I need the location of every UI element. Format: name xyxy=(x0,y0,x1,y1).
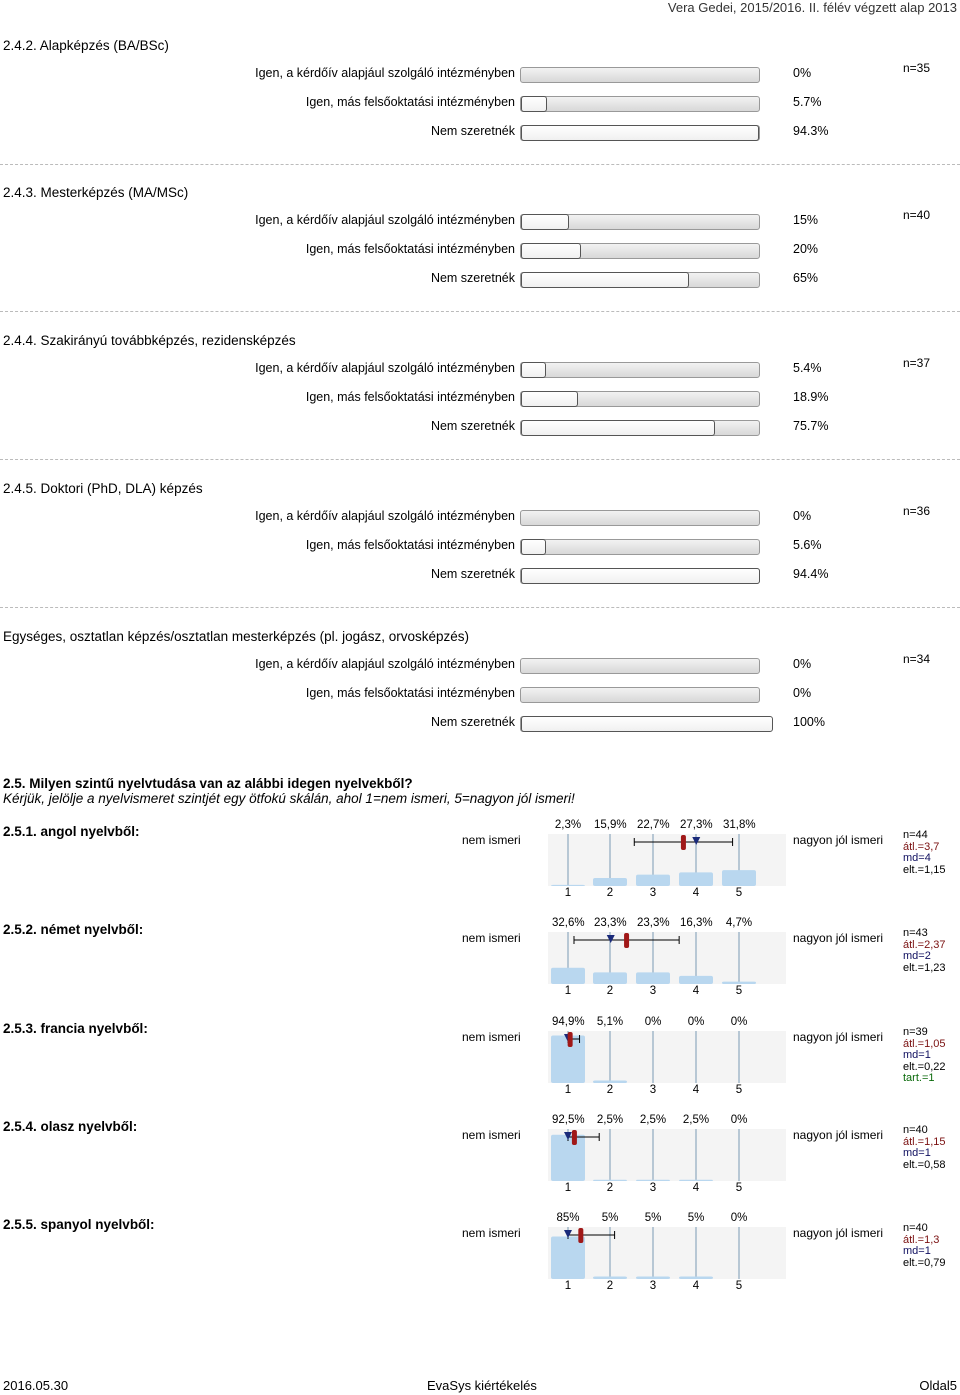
section-title: Egységes, osztatlan képzés/osztatlan mesterképzés (pl. jogász, orvosképzés) xyxy=(3,629,469,644)
option-label: Nem szeretnék xyxy=(430,271,515,285)
option-label: Igen, más felsőoktatási intézményben xyxy=(305,538,515,552)
scale-left-label: nem ismeri xyxy=(462,833,521,847)
percent-bar-fill xyxy=(521,420,715,436)
category-percent-label: 0% xyxy=(730,1212,748,1224)
scale-right-label: nagyon jól ismeri xyxy=(793,1226,884,1240)
tick-label: 3 xyxy=(649,1182,657,1194)
category-percent-label: 32,6% xyxy=(552,917,585,929)
histogram-title: 2.5.1. angol nyelvből: xyxy=(3,824,140,839)
section-n: n=40 xyxy=(903,208,931,222)
percent-bar xyxy=(520,539,760,555)
percent-label: 65% xyxy=(793,271,819,285)
stat-avg: átl.=1,3 xyxy=(903,1233,940,1246)
scale-left-label: nem ismeri xyxy=(462,1128,521,1142)
option-label: Igen, a kérdőív alapjául szolgáló intézményben xyxy=(255,657,515,671)
histogram-bar xyxy=(593,1277,627,1280)
histogram-bar xyxy=(551,968,585,984)
percent-bar xyxy=(520,272,760,288)
question-title: 2.5. Milyen szintű nyelvtudása van az alábbi idegen nyelvekből? xyxy=(3,776,413,791)
tick-label: 2 xyxy=(606,1084,614,1096)
page-header: Vera Gedei, 2015/2016. II. félév végzett alap 2013 xyxy=(667,0,957,15)
tick-label: 2 xyxy=(606,1280,614,1292)
tick-label: 1 xyxy=(564,1280,572,1292)
histogram-plot xyxy=(0,818,960,898)
section-n: n=35 xyxy=(903,61,931,75)
percent-bar xyxy=(520,687,760,703)
stat-n: n=43 xyxy=(903,927,928,939)
category-percent-label: 23,3% xyxy=(637,917,670,929)
histogram-bar xyxy=(679,976,713,984)
percent-label: 75.7% xyxy=(793,419,829,433)
percent-bar-fill xyxy=(521,96,547,112)
tick-label: 5 xyxy=(735,1084,743,1096)
histogram-bar xyxy=(593,972,627,984)
percent-bar xyxy=(520,420,760,436)
section-n: n=34 xyxy=(903,652,931,666)
category-percent-label: 0% xyxy=(644,1016,662,1028)
histogram-bar xyxy=(636,1277,670,1280)
tick-label: 5 xyxy=(735,1280,743,1292)
tick-label: 3 xyxy=(649,1084,657,1096)
scale-left-label: nem ismeri xyxy=(462,1226,521,1240)
histogram-bar xyxy=(722,870,756,886)
percent-label: 15% xyxy=(793,213,819,227)
tick-label: 1 xyxy=(564,985,572,997)
stat-n: n=39 xyxy=(903,1026,928,1038)
category-percent-label: 2,5% xyxy=(596,1114,624,1126)
histogram-bar xyxy=(679,1277,713,1280)
histogram-bar xyxy=(636,1180,670,1181)
category-percent-label: 27,3% xyxy=(680,819,713,831)
histogram-bar xyxy=(593,1180,627,1181)
percent-bar-fill xyxy=(521,125,759,141)
percent-bar-fill xyxy=(521,214,569,230)
category-percent-label: 15,9% xyxy=(594,819,627,831)
tick-label: 1 xyxy=(564,887,572,899)
percent-bar-fill xyxy=(521,362,546,378)
scale-right-label: nagyon jól ismeri xyxy=(793,833,884,847)
stat-avg: átl.=1,05 xyxy=(903,1037,946,1050)
option-label: Igen, más felsőoktatási intézményben xyxy=(305,95,515,109)
option-label: Igen, a kérdőív alapjául szolgáló intézményben xyxy=(255,509,515,523)
tick-label: 5 xyxy=(735,1182,743,1194)
percent-label: 5.4% xyxy=(793,361,822,375)
histogram-plot xyxy=(0,1015,960,1095)
histogram-bar xyxy=(593,1080,627,1083)
stat-tart: tart.=1 xyxy=(903,1072,935,1084)
stat-dev: elt.=0,79 xyxy=(903,1256,946,1269)
histogram-plot xyxy=(0,1113,960,1193)
percent-bar-fill xyxy=(521,243,581,259)
stat-avg: átl.=3,7 xyxy=(903,840,940,853)
stat-n: n=40 xyxy=(903,1222,928,1234)
histogram-bar xyxy=(679,1180,713,1181)
category-percent-label: 2,3% xyxy=(554,819,582,831)
option-label: Igen, más felsőoktatási intézményben xyxy=(305,390,515,404)
percent-label: 0% xyxy=(793,66,812,80)
histogram-bar xyxy=(636,972,670,984)
percent-bar xyxy=(520,568,760,584)
percent-bar xyxy=(520,716,760,732)
percent-bar xyxy=(520,391,760,407)
stat-md: md=4 xyxy=(903,852,931,864)
stat-md: md=1 xyxy=(903,1049,931,1061)
mean-marker xyxy=(572,1130,577,1145)
section-separator xyxy=(0,459,960,460)
section-n: n=36 xyxy=(903,504,931,518)
footer-date: 2016.05.30 xyxy=(3,1378,69,1393)
category-percent-label: 5,1% xyxy=(596,1016,624,1028)
section-separator xyxy=(0,311,960,312)
category-percent-label: 5% xyxy=(687,1212,705,1224)
category-percent-label: 5% xyxy=(601,1212,619,1224)
percent-bar xyxy=(520,658,760,674)
category-percent-label: 0% xyxy=(730,1016,748,1028)
option-label: Igen, más felsőoktatási intézményben xyxy=(305,242,515,256)
mean-marker xyxy=(568,1032,573,1047)
percent-bar xyxy=(520,243,760,259)
mean-marker xyxy=(681,835,686,850)
category-percent-label: 31,8% xyxy=(723,819,756,831)
percent-label: 100% xyxy=(793,715,825,729)
stat-dev: elt.=1,23 xyxy=(903,961,946,974)
section-separator xyxy=(0,607,960,608)
percent-bar-fill xyxy=(521,539,546,555)
section-title: 2.4.4. Szakirányú továbbképzés, rezidensképzés xyxy=(3,333,296,348)
option-label: Igen, más felsőoktatási intézményben xyxy=(305,686,515,700)
option-label: Nem szeretnék xyxy=(430,715,515,729)
percent-label: 20% xyxy=(793,242,819,256)
scale-left-label: nem ismeri xyxy=(462,931,521,945)
scale-left-label: nem ismeri xyxy=(462,1030,521,1044)
histogram-plot xyxy=(0,1211,960,1291)
category-percent-label: 22,7% xyxy=(637,819,670,831)
option-label: Nem szeretnék xyxy=(430,567,515,581)
percent-bar-fill xyxy=(521,568,760,584)
stat-avg: átl.=1,15 xyxy=(903,1135,946,1148)
category-percent-label: 0% xyxy=(687,1016,705,1028)
tick-label: 5 xyxy=(735,887,743,899)
category-percent-label: 23,3% xyxy=(594,917,627,929)
section-title: 2.4.5. Doktori (PhD, DLA) képzés xyxy=(3,481,203,496)
histogram-title: 2.5.5. spanyol nyelvből: xyxy=(3,1217,155,1232)
mean-marker xyxy=(624,933,629,948)
percent-bar xyxy=(520,125,760,141)
option-label: Igen, a kérdőív alapjául szolgáló intézményben xyxy=(255,66,515,80)
tick-label: 4 xyxy=(692,1280,700,1292)
tick-label: 3 xyxy=(649,985,657,997)
percent-label: 5.7% xyxy=(793,95,822,109)
category-percent-label: 0% xyxy=(730,1114,748,1126)
histogram-title: 2.5.3. francia nyelvből: xyxy=(3,1021,148,1036)
scale-right-label: nagyon jól ismeri xyxy=(793,1030,884,1044)
percent-bar xyxy=(520,96,760,112)
section-separator xyxy=(0,164,960,165)
percent-label: 0% xyxy=(793,657,812,671)
tick-label: 2 xyxy=(606,887,614,899)
section-n: n=37 xyxy=(903,356,931,370)
percent-bar xyxy=(520,214,760,230)
histogram-bar xyxy=(679,872,713,886)
tick-label: 2 xyxy=(606,1182,614,1194)
tick-label: 1 xyxy=(564,1084,572,1096)
percent-label: 0% xyxy=(793,686,812,700)
mean-marker xyxy=(578,1228,583,1243)
option-label: Igen, a kérdőív alapjául szolgáló intézményben xyxy=(255,213,515,227)
scale-right-label: nagyon jól ismeri xyxy=(793,1128,884,1142)
footer-center: EvaSys kiértékelés xyxy=(427,1378,537,1393)
stat-md: md=1 xyxy=(903,1245,931,1257)
option-label: Igen, a kérdőív alapjául szolgáló intézményben xyxy=(255,361,515,375)
tick-label: 4 xyxy=(692,985,700,997)
percent-label: 94.4% xyxy=(793,567,829,581)
section-title: 2.4.3. Mesterképzés (MA/MSc) xyxy=(3,185,189,200)
percent-bar xyxy=(520,510,760,526)
stat-n: n=40 xyxy=(903,1124,928,1136)
percent-bar-fill xyxy=(521,716,773,732)
stat-dev: elt.=0,22 xyxy=(903,1060,946,1073)
stat-dev: elt.=0,58 xyxy=(903,1158,946,1171)
category-percent-label: 2,5% xyxy=(682,1114,710,1126)
tick-label: 1 xyxy=(564,1182,572,1194)
percent-label: 18.9% xyxy=(793,390,829,404)
percent-bar xyxy=(520,362,760,378)
histogram-title: 2.5.4. olasz nyelvből: xyxy=(3,1119,138,1134)
question-instruction: Kérjük, jelölje a nyelvismeret szintjét egy ötfokú skálán, ahol 1=nem ismeri, 5=nagyon jól ismeri! xyxy=(3,791,575,806)
tick-label: 4 xyxy=(692,1182,700,1194)
tick-label: 3 xyxy=(649,1280,657,1292)
histogram-title: 2.5.2. német nyelvből: xyxy=(3,922,144,937)
category-percent-label: 92,5% xyxy=(552,1114,585,1126)
scale-right-label: nagyon jól ismeri xyxy=(793,931,884,945)
category-percent-label: 85% xyxy=(556,1212,580,1224)
tick-label: 4 xyxy=(692,887,700,899)
percent-label: 0% xyxy=(793,509,812,523)
percent-label: 5.6% xyxy=(793,538,822,552)
percent-bar xyxy=(520,67,760,83)
stat-md: md=1 xyxy=(903,1147,931,1159)
tick-label: 5 xyxy=(735,985,743,997)
percent-bar-fill xyxy=(521,391,578,407)
footer-page: Oldal5 xyxy=(919,1378,957,1393)
stat-avg: átl.=2,37 xyxy=(903,938,946,951)
histogram-bar xyxy=(636,875,670,886)
option-label: Nem szeretnék xyxy=(430,124,515,138)
stat-n: n=44 xyxy=(903,829,928,841)
percent-label: 94.3% xyxy=(793,124,829,138)
histogram-bar xyxy=(593,878,627,886)
option-label: Nem szeretnék xyxy=(430,419,515,433)
category-percent-label: 16,3% xyxy=(680,917,713,929)
tick-label: 4 xyxy=(692,1084,700,1096)
histogram-bar xyxy=(722,982,756,984)
histogram-bar xyxy=(551,1135,585,1181)
section-title: 2.4.2. Alapképzés (BA/BSc) xyxy=(3,38,169,53)
stat-dev: elt.=1,15 xyxy=(903,863,946,876)
category-percent-label: 2,5% xyxy=(639,1114,667,1126)
histogram-plot xyxy=(0,916,960,996)
percent-bar-fill xyxy=(521,272,689,288)
category-percent-label: 4,7% xyxy=(725,917,753,929)
stat-md: md=2 xyxy=(903,950,931,962)
category-percent-label: 5% xyxy=(644,1212,662,1224)
tick-label: 3 xyxy=(649,887,657,899)
histogram-bar xyxy=(551,885,585,886)
tick-label: 2 xyxy=(606,985,614,997)
category-percent-label: 94,9% xyxy=(552,1016,585,1028)
